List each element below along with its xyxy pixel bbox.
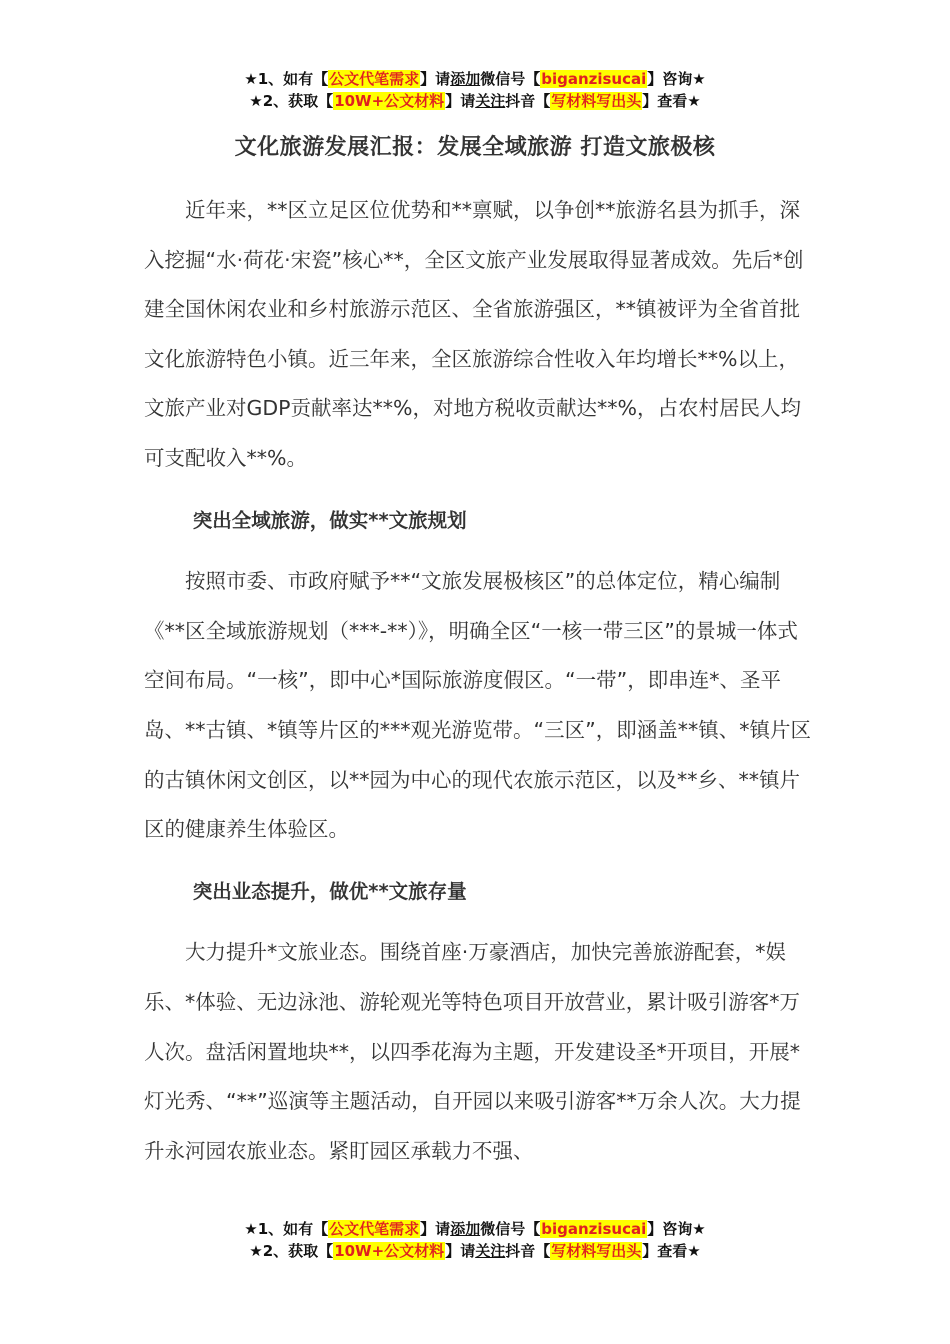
section-heading-2: 突出业态提升，做优**文旅存量 xyxy=(192,879,467,903)
notice-line-1: ★1、如有【公文代笔需求】请添加微信号【biganzisucai】咨询★ xyxy=(244,1220,706,1238)
paragraph-industry: 大力提升*文旅业态。围绕首座·万豪酒店，加快完善旅游配套，*娱乐、*体验、无边泳池、游轮观光等特色项目开放营业，累计吸引游客*万人次。盘活闲置地块**，以四季花海为主题，开发建设圣*开项目，开展*灯光秀、“**”巡演等主题活动，自开园以来吸引游客**万余人次。大力提升永河园农旅业态。紧盯园区承载力不强、 xyxy=(144,940,801,1163)
wechat-id: biganzisucai xyxy=(541,70,647,88)
notice-line-2: ★2、获取【10W+公文材料】请关注抖音【写材料写出头】查看★ xyxy=(249,92,701,110)
underlined-text: 添加 xyxy=(450,70,481,88)
notice-line-2: ★2、获取【10W+公文材料】请关注抖音【写材料写出头】查看★ xyxy=(249,1242,701,1260)
paragraph-intro: 近年来，**区立足区位优势和**禀赋，以争创**旅游名县为抓手，深入挖掘“水·荷花·宋瓷”核心**，全区文旅产业发展取得显著成效。先后*创建全国休闲农业和乡村旅游示范区、全省旅游强区，**镇被评为全省首批文化旅游特色小镇。近三年来，全区旅游综合性收入年均增长**%以上，文旅产业对GDP贡献率达**%，对地方税收贡献达**%，占农村居民人均可支配收入**%。 xyxy=(144,198,804,470)
document-body xyxy=(144,186,812,1176)
header-notice xyxy=(0,68,950,112)
douyin-id: 写材料写出头 xyxy=(551,92,642,110)
paragraph-planning: 按照市委、市政府赋予**“文旅发展极核区”的总体定位，精心编制《**区全域旅游规划（***-**）》，明确全区“一核一带三区”的景城一体式空间布局。“一核”，即中心*国际旅游度假区。“一带”，即串连*、圣平岛、**古镇、*镇等片区的***观光游览带。“三区”，即涵盖**镇、*镇片区的古镇休闲文创区，以**园为中心的现代农旅示范区，以及**乡、**镇片区的健康养生体验区。 xyxy=(144,569,811,842)
wechat-id: biganzisucai xyxy=(541,1220,647,1238)
douyin-id: 写材料写出头 xyxy=(551,1242,642,1260)
document-title: 文化旅游发展汇报：发展全域旅游 打造文旅极核 xyxy=(234,135,716,160)
underlined-text: 关注 xyxy=(475,92,506,110)
notice-line-1: ★1、如有【公文代笔需求】请添加微信号【biganzisucai】咨询★ xyxy=(244,70,706,88)
highlight-text: 公文代笔需求 xyxy=(329,1220,420,1238)
highlight-text: 10W+公文材料 xyxy=(334,1242,445,1260)
underlined-text: 添加 xyxy=(450,1220,481,1238)
highlight-text: 10W+公文材料 xyxy=(334,92,445,110)
underlined-text: 关注 xyxy=(475,1242,506,1260)
footer-notice xyxy=(0,1218,950,1262)
section-heading-1: 突出全域旅游，做实**文旅规划 xyxy=(192,508,467,532)
highlight-text: 公文代笔需求 xyxy=(329,70,420,88)
